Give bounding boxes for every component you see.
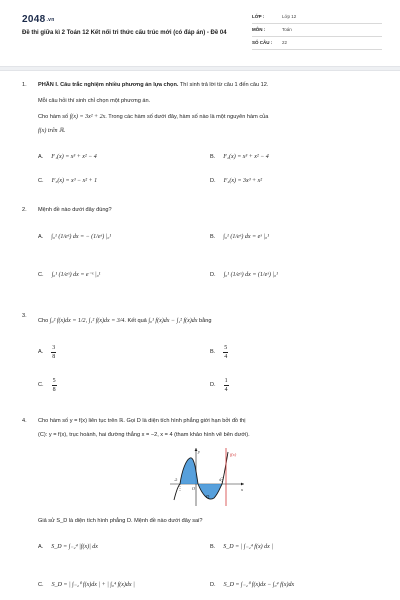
q2-option-a[interactable] xyxy=(38,234,111,242)
q1-option-c[interactable] xyxy=(38,178,97,186)
option-text: F₁(x) = x³ + x² − 4 xyxy=(51,154,97,160)
question-number: 3. xyxy=(22,313,27,319)
graph-tick-4: 4 xyxy=(219,478,222,482)
function-graph xyxy=(168,446,246,508)
option-letter: C. xyxy=(38,382,44,388)
fraction-denominator: 4 xyxy=(224,354,228,360)
option-result: = (1/eˣ) |₀¹ xyxy=(252,272,278,278)
option-letter: B. xyxy=(210,234,216,241)
graph-x-label: x xyxy=(241,487,243,492)
question-number: 4. xyxy=(22,418,27,424)
q3-stem-b: . Kết quả xyxy=(124,318,147,324)
meta-row-count xyxy=(252,37,382,50)
option-integral: ∫₀¹ (1/eˣ) dx xyxy=(51,272,79,278)
graph-origin-label: O xyxy=(192,486,195,491)
option-letter: A. xyxy=(38,349,44,355)
fraction-denominator: 4 xyxy=(224,387,228,393)
q3-given-2: ∫₁² f(x)dx = 3/4 xyxy=(88,318,125,324)
section-heading xyxy=(38,82,268,89)
q4-option-a[interactable] xyxy=(38,544,98,552)
option-letter: B. xyxy=(210,349,216,355)
option-integral: ∫₀¹ (1/eˣ) dx xyxy=(223,272,251,278)
fraction-numerator: 5 xyxy=(52,378,56,384)
q1-option-d[interactable] xyxy=(210,178,262,186)
option-result: = eˣ |₀¹ xyxy=(252,234,270,240)
q2-option-d[interactable] xyxy=(210,272,278,280)
q4-option-c[interactable] xyxy=(38,582,135,590)
header-divider xyxy=(0,66,400,71)
option-letter: C. xyxy=(38,178,44,185)
exam-meta xyxy=(252,11,382,50)
option-fraction xyxy=(224,378,229,393)
meta-value: 22 xyxy=(282,40,288,46)
option-text: S_D = | ∫₋₂⁴ f(x) dx | xyxy=(223,544,273,550)
section-title: PHẦN I. Câu trắc nghiệm nhiều phương án lựa chọn. xyxy=(38,82,179,88)
option-fraction xyxy=(223,345,228,360)
q3-asked: ∫₀¹ f(x)dx − ∫₁² f(x)dx xyxy=(148,318,198,324)
option-text: S_D = ∫₋₂⁴ |f(x)| dx xyxy=(51,544,98,550)
q2-option-b[interactable] xyxy=(210,234,269,242)
option-letter: A. xyxy=(38,544,44,551)
option-text: S_D = ∫₋₂⁰ f(x)dx − ∫₀⁴ f(x)dx xyxy=(223,582,295,588)
option-integral: ∫₀¹ (1/eˣ) dx xyxy=(223,234,251,240)
option-letter: A. xyxy=(38,234,44,241)
q1-function: f(x) = 3x² + 2x xyxy=(69,114,106,120)
option-letter: C. xyxy=(38,582,44,589)
q4-option-b[interactable] xyxy=(210,544,273,552)
q1-option-a[interactable] xyxy=(38,154,97,162)
option-letter: B. xyxy=(210,544,216,551)
option-letter: C. xyxy=(38,272,44,279)
meta-value: Toán xyxy=(282,27,292,33)
option-letter: A. xyxy=(38,154,44,161)
meta-row-class xyxy=(252,11,382,24)
q3-option-d[interactable] xyxy=(210,378,229,393)
meta-label: LỚP : xyxy=(252,14,265,20)
shaded-region-d xyxy=(180,458,222,499)
exam-title: Đề thi giữa kì 2 Toán 12 Kết nối tri thức cấu trúc mới (có đáp án) - Đề 04 xyxy=(22,30,227,36)
q3-stem-c: bằng xyxy=(199,318,212,324)
q1-stem xyxy=(38,114,268,122)
q4-option-d[interactable] xyxy=(210,582,294,590)
y-axis-arrow-icon xyxy=(195,448,198,451)
q4-line-1: Cho hàm số y = f(x) liên tục trên ℝ. Gọi D là diện tích hình phẳng giới hạn bởi đồ thị xyxy=(38,418,246,424)
q4-line-2: (C): y = f(x), trục hoành, hai đường thẳng x = −2, x = 4 (tham khảo hình vẽ bên dưới). xyxy=(38,432,250,438)
meta-label: MÔN : xyxy=(252,27,266,33)
q1-option-b[interactable] xyxy=(210,154,269,162)
option-text: S_D = | ∫₋₂⁰ f(x)dx | + | ∫₀⁴ f(x)dx | xyxy=(51,582,135,588)
section-desc: Thí sinh trả lời từ câu 1 đến câu 12. xyxy=(178,82,269,88)
fraction-numerator: 1 xyxy=(224,378,228,384)
q3-stem: Cho ∫₀² f(x)dx = 1/2, ∫₁² f(x)dx = 3/4. Kết quả ∫₀¹ f(x)dx − ∫₁² f(x)dx bằng xyxy=(38,318,212,324)
q2-option-c[interactable] xyxy=(38,272,100,280)
q4-followup: Giả sử S_D là diện tích hình phẳng D. Mệnh đề nào dưới đây sai? xyxy=(38,518,203,524)
option-letter: D. xyxy=(210,178,216,185)
logo-suffix: .vn xyxy=(46,17,55,23)
question-number: 2. xyxy=(22,207,27,213)
q1-stem-c: f(x) trên ℝ. xyxy=(38,128,66,134)
meta-label: SỐ CÂU : xyxy=(252,40,273,46)
meta-row-subject xyxy=(252,24,382,37)
q1-stem-a: Cho hàm số xyxy=(38,114,70,120)
option-text: F₂(x) = x³ + x² − 4 xyxy=(223,154,269,160)
question-number: 1. xyxy=(22,82,27,88)
fraction-numerator: 3 xyxy=(52,345,56,351)
section-instruction: Mỗi câu hỏi thí sinh chỉ chọn một phương án. xyxy=(38,98,151,104)
option-letter: D. xyxy=(210,382,216,388)
fraction-denominator: 8 xyxy=(52,387,56,393)
option-text: F₃(x) = x³ − x² + 1 xyxy=(51,178,98,184)
option-fraction xyxy=(51,345,56,360)
graph-tick-neg2: -2 xyxy=(174,478,178,482)
option-text: F₄(x) = 3x³ + x² xyxy=(223,178,263,184)
q3-option-a[interactable] xyxy=(38,345,56,360)
graph-d-label: D xyxy=(206,494,210,499)
meta-value: Lớp 12 xyxy=(282,14,297,20)
q3-stem-a: Cho xyxy=(38,318,49,324)
option-result: = e⁻ˣ |₀¹ xyxy=(80,272,101,278)
q1-stem-b: . Trong các hàm số dưới đây, hàm số nào là một nguyên hàm của xyxy=(105,114,269,120)
q3-given-1: ∫₀² f(x)dx = 1/2 xyxy=(49,318,86,324)
graph-fx-label: f(x) xyxy=(230,452,237,457)
graph-y-label: y xyxy=(198,449,200,454)
site-logo[interactable] xyxy=(22,14,55,27)
logo-text: 2048 xyxy=(22,14,46,25)
q3-option-c[interactable] xyxy=(38,378,57,393)
option-fraction xyxy=(52,378,57,393)
option-letter: D. xyxy=(210,582,216,589)
option-letter: D. xyxy=(210,272,216,279)
option-integral: ∫₀¹ (1/eˣ) dx xyxy=(51,234,79,240)
fraction-numerator: 5 xyxy=(224,345,228,351)
option-letter: B. xyxy=(210,154,216,161)
page-header xyxy=(0,0,400,62)
q2-stem: Mệnh đề nào dưới đây đúng? xyxy=(38,207,112,213)
fraction-denominator: 8 xyxy=(52,354,56,360)
option-result: = − (1/eˣ) |₀¹ xyxy=(80,234,112,240)
q3-option-b[interactable] xyxy=(210,345,228,360)
x-axis-arrow-icon xyxy=(241,483,244,486)
